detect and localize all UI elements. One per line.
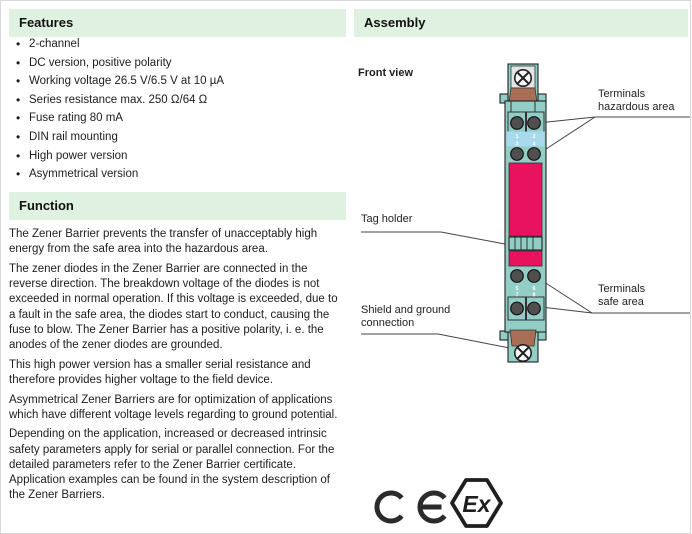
callout-line: connection xyxy=(361,317,415,329)
feature-item: • High power version xyxy=(9,147,346,166)
ex-hexagon-icon xyxy=(452,480,501,526)
feature-item: • Fuse rating 80 mA xyxy=(9,109,346,128)
terminal-number: 2 xyxy=(532,134,536,140)
terminal-number-band xyxy=(507,132,545,147)
feature-item: • Asymmetrical version xyxy=(9,165,346,184)
features-title: Features xyxy=(19,15,74,30)
terminal-screw xyxy=(511,302,524,315)
function-title: Function xyxy=(19,198,74,213)
feature-item: • DC version, positive polarity xyxy=(9,54,346,73)
callout-line: hazardous area xyxy=(598,101,675,113)
zener-barrier-device xyxy=(500,64,546,362)
feature-item: • DIN rail mounting xyxy=(9,128,346,147)
terminal-screw xyxy=(511,117,524,130)
callout-terminals-safe xyxy=(598,283,645,309)
callout-shield-ground xyxy=(361,304,450,330)
terminal-screw xyxy=(528,148,541,161)
front-panel xyxy=(509,163,542,236)
function-paragraph: Asymmetrical Zener Barriers are for optimization of applications which have different voltage levels regarding to ground potential. xyxy=(9,393,338,421)
terminal-number: 5 xyxy=(515,286,519,292)
terminal-number: 7 xyxy=(515,292,519,299)
features-section-header xyxy=(9,9,346,37)
terminal-number: 3 xyxy=(515,141,519,148)
callout-line: Terminals xyxy=(598,283,646,295)
terminal-number: 1 xyxy=(515,134,519,140)
assembly-section-header xyxy=(354,9,688,37)
function-paragraph: Depending on the application, increased or decreased intrinsic safety parameters apply for serial or parallel connection. For the detailed parameters refer to the Zener Barrier certificate. Application examples can be found in the system description of the Zener Barriers. xyxy=(9,428,335,502)
top-clamp-brown xyxy=(509,88,537,102)
assembly-title: Assembly xyxy=(364,15,426,30)
terminal-number: 6 xyxy=(532,286,536,292)
feature-item: • 2-channel xyxy=(9,35,346,54)
ce-mark-icon xyxy=(377,493,445,521)
function-text xyxy=(9,227,346,508)
terminal-screw xyxy=(511,270,524,283)
callout-terminals-hazardous xyxy=(598,88,674,114)
feature-item: • Series resistance max. 250 Ω/64 Ω xyxy=(9,91,346,110)
terminal-number: 4 xyxy=(532,141,536,148)
terminal-screw xyxy=(528,117,541,130)
terminal-screw xyxy=(528,302,541,315)
front-view-label: Front view xyxy=(358,67,414,79)
terminal-screw xyxy=(528,270,541,283)
function-section-header xyxy=(9,192,346,220)
callout-tag-holder xyxy=(361,213,412,226)
feature-item: • Working voltage 26.5 V/6.5 V at 10 µA xyxy=(9,72,346,91)
callout-line: Terminals xyxy=(598,88,646,100)
ex-label: Ex xyxy=(462,491,491,517)
tag-holder-slot xyxy=(509,237,542,250)
terminal-number: 8 xyxy=(532,292,536,299)
front-panel-lower xyxy=(509,251,542,266)
features-list xyxy=(9,35,346,184)
callout-line: Tag holder xyxy=(361,213,413,225)
function-paragraph: The zener diodes in the Zener Barrier are connected in the reverse direction. The breakdown voltage of the diodes is not exceeded in normal operation. If this voltage is exceeded, due to a fault in the safe area, the diodes start to conduct, causing the fuse to blow. The Zener Barrier has a positive polarity, i. e. the anodes of the zener diodes are grounded. xyxy=(9,262,338,351)
callout-line: Shield and ground xyxy=(361,304,451,316)
function-paragraph: This high power version has a smaller serial resistance and therefore provides higher voltage to the field device. xyxy=(9,358,311,386)
bottom-clamp-brown xyxy=(510,330,536,346)
function-paragraph: The Zener Barrier prevents the transfer of unacceptably high energy from the safe area into the hazardous area. xyxy=(9,228,318,256)
callout-line: safe area xyxy=(598,296,644,308)
terminal-screw xyxy=(511,148,524,161)
